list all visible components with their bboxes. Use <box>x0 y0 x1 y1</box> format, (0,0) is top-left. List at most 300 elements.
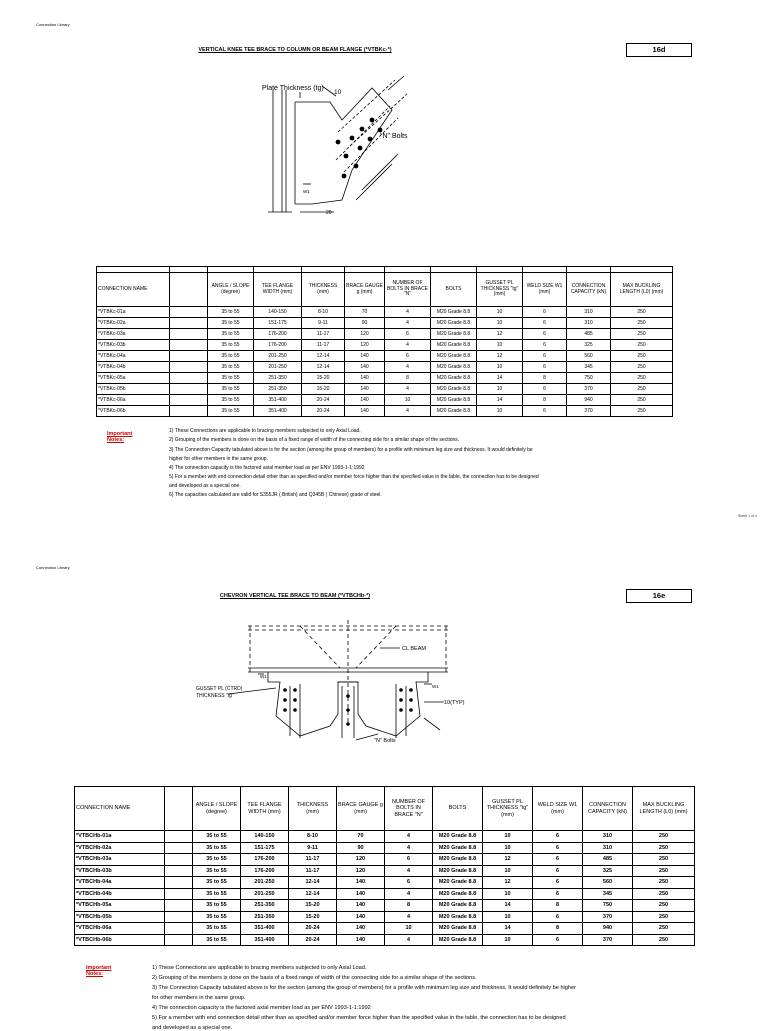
table-cell: 4 <box>385 842 433 854</box>
table-cell: 6 <box>385 329 431 340</box>
weld-size-label: 10 <box>334 89 342 96</box>
table-cell: M20 Grade 8.8 <box>433 934 483 946</box>
table-cell: 201-250 <box>241 888 289 900</box>
table-cell: M20 Grade 8.8 <box>433 854 483 866</box>
table-cell: 250 <box>611 329 673 340</box>
table-cell: 12 <box>483 877 533 889</box>
bolts-label: "N" Bolts <box>374 738 396 744</box>
note-line: 4) The connection capacity is the factored axial member load as per ENV 1993-1-1:1992 <box>169 465 365 471</box>
column-header: ANGLE / SLOPE (degree) <box>208 273 254 307</box>
column-header: MAX BUCKLING LENGTH (L0) (mm) <box>611 273 673 307</box>
note-line: 2) Grouping of the members is done on the basis of a fixed range of width of the connecting side for a similar shape of the sections. <box>169 437 460 443</box>
table-row <box>75 865 695 877</box>
table-cell <box>165 854 193 866</box>
table-cell: 6 <box>533 877 583 889</box>
library-header: Connection Library <box>36 565 70 570</box>
table-cell: 4 <box>385 362 431 373</box>
table-cell: 325 <box>567 340 611 351</box>
table-cell: M20 Grade 8.8 <box>433 877 483 889</box>
table-cell: 250 <box>611 373 673 384</box>
table-cell: 15-20 <box>302 373 345 384</box>
table-cell: 250 <box>633 923 695 935</box>
table-cell: 750 <box>583 900 633 912</box>
table-cell: 8 <box>533 900 583 912</box>
table-cell: 250 <box>611 340 673 351</box>
table-cell: 560 <box>583 877 633 889</box>
table-cell: 9-11 <box>302 318 345 329</box>
table-cell: 35 to 55 <box>208 351 254 362</box>
table-cell: 90 <box>337 842 385 854</box>
table-cell: 8-10 <box>289 831 337 843</box>
table-cell: 12-14 <box>289 877 337 889</box>
table-cell: 8-10 <box>302 307 345 318</box>
column-header: CONNECTION NAME <box>97 273 170 307</box>
table-cell <box>170 318 208 329</box>
table-cell: 15-20 <box>289 911 337 923</box>
table-cell: 12-14 <box>302 351 345 362</box>
connection-name-cell: *VTBKc-03a <box>97 329 170 340</box>
table-cell: 35 to 55 <box>193 854 241 866</box>
column-header: BRACE GAUGE g (mm) <box>337 787 385 831</box>
table-cell: 251-350 <box>254 384 302 395</box>
table-cell: 140 <box>337 911 385 923</box>
table-cell: 20-24 <box>302 395 345 406</box>
note-line: 3) The Connection Capacity tabulated above is for the section (among the group of members) for a profile with minimum leg size and thickness. It would definitely be <box>169 447 533 453</box>
column-header: CONNECTION NAME <box>75 787 165 831</box>
table-cell: 35 to 55 <box>208 373 254 384</box>
table-cell: 35 to 55 <box>208 395 254 406</box>
library-header: Connection Library <box>36 22 70 27</box>
table-cell <box>170 351 208 362</box>
connection-name-cell: *VTBCHb-03a <box>75 854 165 866</box>
table-cell: 8 <box>523 395 567 406</box>
note-line: 3) The Connection Capacity tabulated above is for the section (among the group of members) for a profile with minimum leg size and thickness. It would definitely be higher <box>152 985 576 991</box>
table-cell: 35 to 55 <box>193 831 241 843</box>
table-cell: 14 <box>483 923 533 935</box>
table-cell: 4 <box>385 340 431 351</box>
table-cell: 6 <box>385 854 433 866</box>
table-cell: 176-200 <box>254 340 302 351</box>
table-cell: 6 <box>385 351 431 362</box>
table-cell: 6 <box>533 934 583 946</box>
table-cell: 12 <box>483 854 533 866</box>
table-cell: 176-200 <box>254 329 302 340</box>
dimension-label: 20 <box>326 210 332 216</box>
table-cell: M20 Grade 8.8 <box>431 329 477 340</box>
connection-name-cell: *VTBCHb-05b <box>75 911 165 923</box>
table-cell: 176-200 <box>241 865 289 877</box>
table-cell: 120 <box>345 340 385 351</box>
table-cell: 140 <box>337 888 385 900</box>
table-cell: 250 <box>611 395 673 406</box>
table-cell: 15-20 <box>289 900 337 912</box>
table-cell: M20 Grade 8.8 <box>433 865 483 877</box>
table-cell: 20-24 <box>289 923 337 935</box>
table-cell: 10 <box>483 888 533 900</box>
table-cell: 140 <box>337 900 385 912</box>
connection-name-cell: *VTBCHb-06a <box>75 923 165 935</box>
note-line: higher for other members in the same group. <box>169 456 268 462</box>
table-cell: 345 <box>567 362 611 373</box>
connection-name-cell: *VTBKc-03b <box>97 340 170 351</box>
table-cell: 35 to 55 <box>193 934 241 946</box>
table-cell: 560 <box>567 351 611 362</box>
table-cell: 35 to 55 <box>193 923 241 935</box>
table-cell <box>170 307 208 318</box>
table-cell: 6 <box>523 318 567 329</box>
table-cell: 370 <box>567 406 611 417</box>
column-header: NUMBER OF BOLTS IN BRACE "N" <box>385 273 431 307</box>
table-cell: M20 Grade 8.8 <box>433 842 483 854</box>
table-cell: 35 to 55 <box>208 318 254 329</box>
table-cell <box>165 831 193 843</box>
table-cell: 8 <box>523 373 567 384</box>
table-cell: 251-350 <box>241 900 289 912</box>
table-cell <box>165 877 193 889</box>
table-cell: M20 Grade 8.8 <box>431 395 477 406</box>
sheet-number: Sheet 1 of 4 <box>738 514 757 518</box>
gusset-label: GUSSET PL (CTRD) <box>196 686 243 692</box>
table-row <box>97 307 673 318</box>
connection-name-cell: *VTBKc-01a <box>97 307 170 318</box>
table-cell: 12-14 <box>289 888 337 900</box>
table-header-row <box>75 787 695 831</box>
table-cell: 750 <box>567 373 611 384</box>
table-cell: 4 <box>385 865 433 877</box>
table-cell: 4 <box>385 406 431 417</box>
table-cell: M20 Grade 8.8 <box>431 384 477 395</box>
table-cell <box>170 406 208 417</box>
table-cell: 250 <box>633 831 695 843</box>
connection-name-cell: *VTBCHb-05a <box>75 900 165 912</box>
table-cell: 345 <box>583 888 633 900</box>
table-row <box>97 373 673 384</box>
table-cell: 251-350 <box>241 911 289 923</box>
table-cell: 35 to 55 <box>208 406 254 417</box>
chevron-brace-connection-drawing <box>0 606 768 746</box>
table-cell: 4 <box>385 384 431 395</box>
column-header: BOLTS <box>433 787 483 831</box>
table-cell <box>165 900 193 912</box>
connection-name-cell: *VTBKc-05a <box>97 373 170 384</box>
table-cell: 250 <box>611 406 673 417</box>
table-cell: 4 <box>385 318 431 329</box>
connection-name-cell: *VTBCHb-03b <box>75 865 165 877</box>
column-header: WELD SIZE W1 (mm) <box>533 787 583 831</box>
table-cell: 10 <box>385 395 431 406</box>
note-line: 1) These Connections are applicable to bracing members subjected to only Axial Load. <box>169 428 361 434</box>
table-cell: M20 Grade 8.8 <box>433 831 483 843</box>
connection-name-cell: *VTBKc-02a <box>97 318 170 329</box>
table-cell: 20-24 <box>289 934 337 946</box>
table-cell: M20 Grade 8.8 <box>433 888 483 900</box>
table-cell <box>170 340 208 351</box>
table-cell: 35 to 55 <box>193 911 241 923</box>
table-cell: M20 Grade 8.8 <box>431 340 477 351</box>
table-cell: 310 <box>583 842 633 854</box>
table-cell: 351-400 <box>241 934 289 946</box>
table-body <box>97 307 673 417</box>
table-cell: 12 <box>477 351 523 362</box>
table-cell <box>165 888 193 900</box>
table-cell: 14 <box>477 395 523 406</box>
table-cell: 120 <box>337 854 385 866</box>
table-cell: 250 <box>633 854 695 866</box>
note-line: 5) For a member with end connection detail other than as specified and/or member force higher than the specified value in the table, the connection has to be designed <box>152 1015 566 1021</box>
connection-title: VERTICAL KNEE TEE BRACE TO COLUMN OR BEAM FLANGE (*VTBKc-*) <box>198 47 392 53</box>
weld-size-label: 10(TYP) <box>444 700 465 706</box>
table-cell: 6 <box>533 842 583 854</box>
connection-name-cell: *VTBCHb-06b <box>75 934 165 946</box>
table-cell: 120 <box>345 329 385 340</box>
table-cell: 35 to 55 <box>193 888 241 900</box>
weld-w1-label: W1 <box>432 684 439 689</box>
knee-brace-connection-drawing <box>0 72 768 222</box>
table-cell: 140 <box>337 923 385 935</box>
column-header: GUSSET PL THICKNESS "tg"(mm) <box>477 273 523 307</box>
table-cell: 11-17 <box>302 329 345 340</box>
table-row <box>97 384 673 395</box>
table-cell: 10 <box>385 923 433 935</box>
table-cell: 140 <box>345 351 385 362</box>
table-cell: 120 <box>337 865 385 877</box>
table-row <box>97 329 673 340</box>
table-row <box>75 911 695 923</box>
column-header: GUSSET PL THICKNESS "tg"(mm) <box>483 787 533 831</box>
table-cell: M20 Grade 8.8 <box>431 373 477 384</box>
table-cell: 250 <box>633 911 695 923</box>
table-cell: 20-24 <box>302 406 345 417</box>
table-row <box>75 923 695 935</box>
table-cell: 14 <box>483 900 533 912</box>
table-cell: 10 <box>483 831 533 843</box>
table-cell <box>165 842 193 854</box>
table-cell: 250 <box>611 307 673 318</box>
table-cell: 11-17 <box>289 854 337 866</box>
table-cell: 250 <box>611 318 673 329</box>
table-cell <box>170 384 208 395</box>
table-cell: 70 <box>345 307 385 318</box>
table-cell: 35 to 55 <box>208 340 254 351</box>
weld-w1-label: W1 <box>303 189 310 194</box>
weld-w1-label: W1 <box>260 674 267 679</box>
table-cell: 10 <box>477 307 523 318</box>
table-cell: 140 <box>345 373 385 384</box>
reference-number-box: 16e <box>626 589 692 603</box>
table-cell: M20 Grade 8.8 <box>431 351 477 362</box>
column-header: NUMBER OF BOLTS IN BRACE "N" <box>385 787 433 831</box>
column-header: TEE FLANGE WIDTH (mm) <box>254 273 302 307</box>
table-cell <box>165 911 193 923</box>
table-row <box>97 340 673 351</box>
table-cell: 201-250 <box>254 351 302 362</box>
table-cell <box>170 329 208 340</box>
table-cell: 6 <box>523 362 567 373</box>
table-cell: M20 Grade 8.8 <box>433 923 483 935</box>
table-cell: 10 <box>477 384 523 395</box>
table-cell: 12 <box>477 329 523 340</box>
table-cell: 35 to 55 <box>208 384 254 395</box>
note-line: 5) For a member with end connection detail other than as specified and/or member force higher than the specified value in the table, the connection has to be designed <box>169 474 539 480</box>
table-cell: 6 <box>523 351 567 362</box>
table-cell: 10 <box>483 865 533 877</box>
table-cell: 6 <box>523 340 567 351</box>
table-cell: M20 Grade 8.8 <box>431 362 477 373</box>
connection-title: CHEVRON VERTICAL TEE BRACE TO BEAM (*VTBCHb-*) <box>219 593 371 599</box>
table-cell: 310 <box>583 831 633 843</box>
table-cell: M20 Grade 8.8 <box>433 911 483 923</box>
table-cell: 140 <box>345 395 385 406</box>
table-cell: 6 <box>523 329 567 340</box>
column-header: BOLTS <box>431 273 477 307</box>
column-header: BRACE GAUGE g (mm) <box>345 273 385 307</box>
table-cell: 250 <box>633 877 695 889</box>
table-cell: 35 to 55 <box>193 877 241 889</box>
notes-label: Important Notes: <box>86 965 112 977</box>
table-cell: 310 <box>567 307 611 318</box>
table-cell <box>170 362 208 373</box>
connection-name-cell: *VTBCHb-04a <box>75 877 165 889</box>
table-cell <box>170 373 208 384</box>
table-row <box>75 842 695 854</box>
table-cell <box>170 395 208 406</box>
column-header <box>165 787 193 831</box>
table-cell: 14 <box>477 373 523 384</box>
table-cell: 250 <box>633 934 695 946</box>
note-line: 6) The capacities calculated are valid for S355JR ( British) and Q345B ( Chinese) grade of steel. <box>169 492 382 498</box>
connection-name-cell: *VTBCHb-04b <box>75 888 165 900</box>
table-cell: 6 <box>533 888 583 900</box>
table-cell: 6 <box>533 865 583 877</box>
table-body <box>75 831 695 946</box>
column-header: THICKNESS (mm) <box>289 787 337 831</box>
table-cell: 250 <box>611 362 673 373</box>
table-cell: 140 <box>345 384 385 395</box>
table-cell: 15-20 <box>302 384 345 395</box>
table-cell: 35 to 55 <box>193 865 241 877</box>
table-cell: 35 to 55 <box>193 842 241 854</box>
table-cell: 251-350 <box>254 373 302 384</box>
table-cell: M20 Grade 8.8 <box>431 307 477 318</box>
connection-name-cell: *VTBCHb-01a <box>75 831 165 843</box>
note-line: and developed as a special one. <box>169 483 241 489</box>
column-header: ANGLE / SLOPE (degree) <box>193 787 241 831</box>
table-cell: 325 <box>583 865 633 877</box>
table-row <box>75 934 695 946</box>
connection-name-cell: *VTBKc-06b <box>97 406 170 417</box>
table-cell: 201-250 <box>241 877 289 889</box>
reference-number-box: 16d <box>626 43 692 57</box>
table-cell: 485 <box>567 329 611 340</box>
table-cell: 10 <box>477 362 523 373</box>
table-cell: 6 <box>523 384 567 395</box>
column-header: MAX BUCKLING LENGTH (L0) (mm) <box>633 787 695 831</box>
table-cell: 351-400 <box>254 395 302 406</box>
column-header <box>170 273 208 307</box>
table-cell: 11-17 <box>289 865 337 877</box>
table-cell: 201-250 <box>254 362 302 373</box>
table-cell: 4 <box>385 888 433 900</box>
table-cell: 11-17 <box>302 340 345 351</box>
connection-name-cell: *VTBKc-05b <box>97 384 170 395</box>
table-cell: 250 <box>633 865 695 877</box>
table-cell: 6 <box>533 831 583 843</box>
table-row <box>75 900 695 912</box>
connection-name-cell: *VTBKc-04a <box>97 351 170 362</box>
table-cell: 250 <box>633 888 695 900</box>
table-cell: 250 <box>611 351 673 362</box>
table-cell: 6 <box>533 911 583 923</box>
table-cell: 6 <box>385 877 433 889</box>
connection-name-cell: *VTBKc-04b <box>97 362 170 373</box>
table-cell: 8 <box>533 923 583 935</box>
connection-name-cell: *VTBKc-06a <box>97 395 170 406</box>
connection-capacity-table <box>96 266 673 417</box>
note-line: for other members in the same group. <box>152 995 246 1001</box>
table-row <box>75 877 695 889</box>
column-header: TEE FLANGE WIDTH (mm) <box>241 787 289 831</box>
table-cell: 10 <box>483 911 533 923</box>
table-cell: 140 <box>337 934 385 946</box>
table-cell: 370 <box>567 384 611 395</box>
table-cell: 8 <box>385 900 433 912</box>
plate-thickness-label: Plate Thickness (tg) <box>262 85 324 92</box>
table-cell: 4 <box>385 934 433 946</box>
table-cell <box>165 865 193 877</box>
table-row <box>75 888 695 900</box>
table-cell: 940 <box>583 923 633 935</box>
table-cell <box>165 923 193 935</box>
bolts-label: "N" Bolts <box>380 133 408 140</box>
note-line: and developed as a special one. <box>152 1025 233 1031</box>
table-cell: 10 <box>483 842 533 854</box>
gusset-thickness-label: THICKNESS "tg" <box>196 693 234 699</box>
table-cell: 176-200 <box>241 854 289 866</box>
table-cell: 250 <box>633 900 695 912</box>
table-cell: 485 <box>583 854 633 866</box>
note-line: 1) These Connections are applicable to bracing members subjected to only Axial Load. <box>152 965 367 971</box>
table-row <box>97 395 673 406</box>
note-line: 2) Grouping of the members is done on the basis of a fixed range of width of the connecting side for a similar shape of the sections. <box>152 975 477 981</box>
table-cell: 140 <box>345 362 385 373</box>
table-cell: 140-150 <box>254 307 302 318</box>
table-cell: 140 <box>337 877 385 889</box>
sheet-page-2 <box>0 540 768 1031</box>
table-header-row <box>97 273 673 307</box>
table-cell: 940 <box>567 395 611 406</box>
table-cell: 90 <box>345 318 385 329</box>
table-cell: 9-11 <box>289 842 337 854</box>
table-cell: M20 Grade 8.8 <box>433 900 483 912</box>
table-cell: 351-400 <box>254 406 302 417</box>
table-cell: 4 <box>385 831 433 843</box>
table-cell: 10 <box>483 934 533 946</box>
table-cell: 6 <box>533 854 583 866</box>
table-cell: 4 <box>385 307 431 318</box>
table-cell: 250 <box>611 384 673 395</box>
table-cell: 35 to 55 <box>193 900 241 912</box>
column-header: CONNECTION CAPACITY (kN) <box>567 273 611 307</box>
column-header: WELD SIZE W1 (mm) <box>523 273 567 307</box>
table-cell: 10 <box>477 406 523 417</box>
table-cell: 151-175 <box>254 318 302 329</box>
table-cell: 250 <box>633 842 695 854</box>
notes-label: Important Notes: <box>107 431 133 443</box>
table-cell: 140 <box>345 406 385 417</box>
table-cell: M20 Grade 8.8 <box>431 406 477 417</box>
table-cell: 8 <box>385 373 431 384</box>
note-line: 4) The connection capacity is the factored axial member load as per ENV 1993-1-1:1992 <box>152 1005 371 1011</box>
